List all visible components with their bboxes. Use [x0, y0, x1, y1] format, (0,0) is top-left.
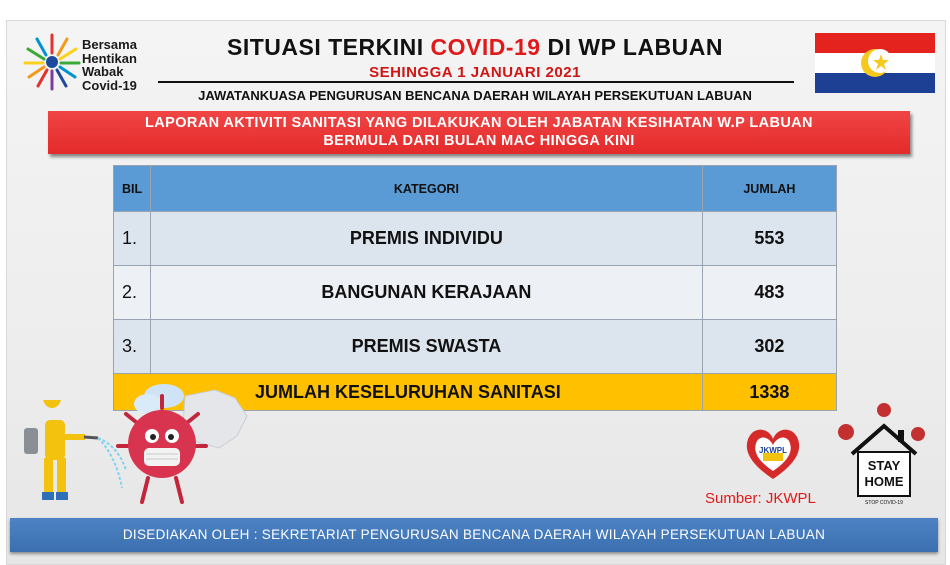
- table-row: [114, 266, 837, 320]
- labuan-flag-icon: [815, 33, 935, 93]
- stop-covid-label: STOP COVID-19: [865, 500, 903, 506]
- title-prefix: SITUASI TERKINI: [226, 34, 431, 60]
- row-jumlah: 483: [702, 266, 836, 320]
- row-kategori: PREMIS INDIVIDU: [151, 212, 703, 266]
- header-divider: [158, 81, 794, 83]
- logo-line-2: Hentikan: [82, 50, 137, 66]
- sanitation-table: [113, 165, 837, 411]
- title-highlight: COVID-19: [430, 34, 541, 60]
- row-kategori: PREMIS SWASTA: [151, 320, 703, 374]
- header-bil: BIL: [114, 166, 151, 212]
- row-jumlah: 553: [702, 212, 836, 266]
- row-kategori: BANGUNAN KERAJAAN: [151, 266, 703, 320]
- source-label: Sumber: JKWPL: [705, 490, 816, 507]
- report-banner: [48, 111, 910, 154]
- logo-line-3: Wabak: [82, 64, 124, 79]
- page-subtitle: SEHINGGA 1 JANUARI 2021: [369, 64, 581, 81]
- stay-home-icon: [834, 400, 934, 508]
- banner-line-1: LAPORAN AKTIVITI SANITASI YANG DILAKUKAN OLEH JABATAN KESIHATAN W.P LABUAN: [145, 115, 813, 131]
- footer-banner: DISEDIAKAN OLEH : SEKRETARIAT PENGURUSAN BENCANA DAERAH WILAYAH PERSEKUTUAN LABUAN: [10, 518, 938, 552]
- header-jumlah: JUMLAH: [702, 166, 836, 212]
- virus-mascot-icon: [112, 378, 232, 508]
- header-kategori: KATEGORI: [151, 166, 703, 212]
- title-suffix: DI WP LABUAN: [540, 34, 723, 60]
- logo-text: [82, 38, 162, 92]
- table-row: [114, 212, 837, 266]
- logo-line-4: Covid-19: [82, 77, 137, 93]
- total-value: 1338: [702, 374, 836, 411]
- home-label: HOME: [864, 474, 904, 489]
- row-bil: 3.: [114, 320, 151, 374]
- page-title: [160, 34, 790, 61]
- banner-line-2: BERMULA DARI BULAN MAC HINGGA KINI: [323, 133, 635, 149]
- table-row: [114, 320, 837, 374]
- jkwpl-label: JKWPL: [759, 446, 787, 455]
- logo-line-1: Bersama: [82, 37, 137, 52]
- jkwpl-logo-icon: [741, 423, 805, 483]
- total-label: JUMLAH KESELURUHAN SANITASI: [114, 374, 703, 411]
- committee-name: JAWATANKUASA PENGURUSAN BENCANA DAERAH WILAYAH PERSEKUTUAN LABUAN: [198, 88, 752, 103]
- row-bil: 1.: [114, 212, 151, 266]
- stay-label: STAY: [867, 458, 901, 473]
- table-header-row: [114, 166, 837, 212]
- row-jumlah: 302: [702, 320, 836, 374]
- row-bil: 2.: [114, 266, 151, 320]
